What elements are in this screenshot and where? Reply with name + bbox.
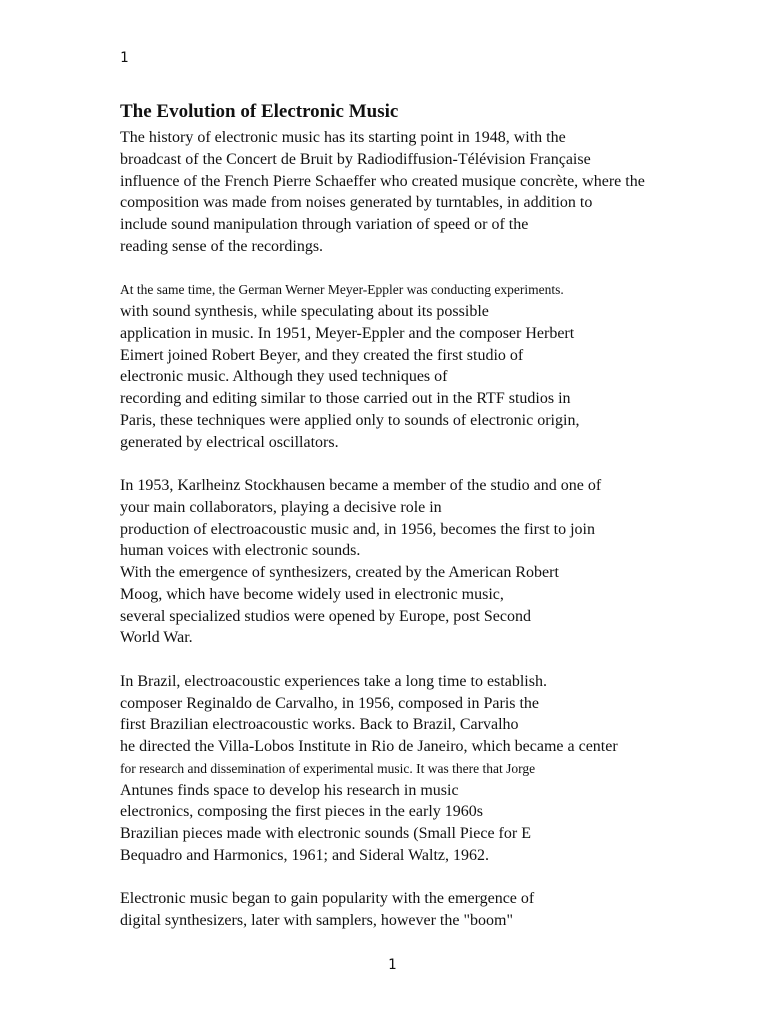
text-line: electronic music. Although they used techniques of [120,368,448,386]
text-line: for research and dissemination of experimental music. It was there that Jorge [120,760,536,776]
page-number-header: 1 [120,50,129,66]
text-line: digital synthesizers, later with samplers, however the "boom" [120,912,513,929]
text-line: Antunes finds space to develop his research in music [120,781,459,799]
text-line: several specialized studios were opened by Europe, post Second [120,607,531,625]
paragraph [120,671,720,867]
text-line: Moog, which have become widely used in electronic music, [120,585,504,603]
text-line: electronics, composing the first pieces in the early 1960s [120,803,484,821]
text-line: Bequadro and Harmonics, 1961; and Sideral Waltz, 1962. [120,846,489,864]
text-line: he directed the Villa-Lobos Institute in Rio de Janeiro, which became a center [120,738,618,755]
text-line: human voices with electronic sounds. [120,542,361,560]
document-title: The Evolution of Electronic Music [120,101,399,122]
text-line: application in music. In 1951, Meyer-Eppler and the composer Herbert [120,324,575,342]
paragraph-gap [120,649,720,671]
text-line: your main collaborators, playing a decisive role in [120,498,442,516]
paragraph [120,888,720,932]
text-line: recording and editing similar to those carried out in the RTF studios in [120,390,571,407]
paragraph [120,475,720,649]
text-line: At the same time, the German Werner Meyer-Eppler was conducting experiments. [120,282,564,298]
text-line: With the emergence of synthesizers, created by the American Robert [120,564,559,581]
paragraph [120,127,720,258]
text-line: production of electroacoustic music and, in 1956, becomes the first to join [120,520,595,538]
text-line: broadcast of the Concert de Bruit by Radiodiffusion-Télévision Française [120,150,591,168]
text-line: Eimert joined Robert Beyer, and they created the first studio of [120,346,524,364]
text-line: In 1953, Karlheinz Stockhausen became a member of the studio and one of [120,477,602,494]
text-line: with sound synthesis, while speculating about its possible [120,303,489,320]
text-line: generated by electrical oscillators. [120,433,339,451]
paragraph-gap [120,258,720,280]
text-line: composer Reginaldo de Carvalho, in 1956, composed in Paris the [120,694,540,712]
paragraph-gap [120,453,720,475]
text-line: In Brazil, electroacoustic experiences take a long time to establish. [120,672,547,690]
text-line: The history of electronic music has its starting point in 1948, with the [120,129,566,146]
document-body [120,127,720,932]
text-line: composition was made from noises generated by turntables, in addition to [120,194,593,212]
paragraph [120,279,720,453]
text-line: World War. [120,629,193,647]
text-line: Brazilian pieces made with electronic sounds (Small Piece for E [120,825,531,842]
text-line: Electronic music began to gain popularity with the emergence of [120,890,535,908]
text-line: reading sense of the recordings. [120,237,324,255]
page-number-footer: 1 [388,957,397,973]
text-line: include sound manipulation through variation of speed or of the [120,216,529,233]
text-line: Paris, these techniques were applied only to sounds of electronic origin, [120,411,580,429]
paragraph-gap [120,867,720,889]
text-line: first Brazilian electroacoustic works. Back to Brazil, Carvalho [120,716,519,734]
text-line: influence of the French Pierre Schaeffer who created musique concrète, where the [120,172,645,190]
